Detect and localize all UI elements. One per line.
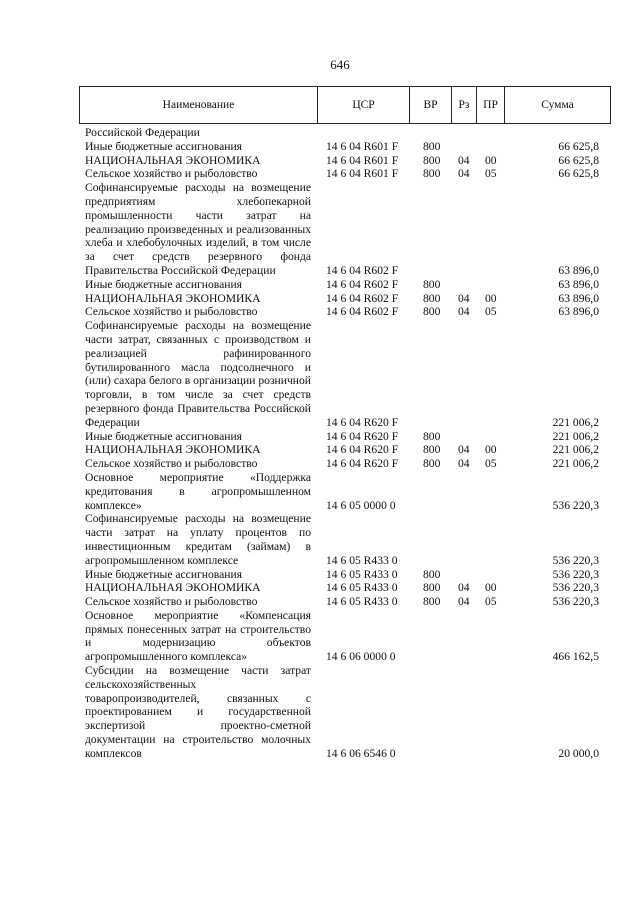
row-name: Сельское хозяйство и рыболовство	[85, 167, 258, 181]
row-vr: 800	[423, 291, 441, 305]
row-csr: 14 6 04 R601 F	[326, 139, 399, 153]
row-pr: 00	[485, 291, 497, 305]
row-csr: 14 6 06 6546 0	[326, 746, 396, 760]
row-pr: 05	[485, 457, 497, 471]
row-name: Иные бюджетные ассигнования	[85, 429, 242, 443]
header-name: Наименование	[80, 87, 318, 123]
row-name: Российской Федерации	[85, 126, 200, 139]
row-rz: 04	[458, 457, 470, 471]
row-name: Софинансируемые расходы на возмещение части затрат на уплату процентов по инвестиционным кредитам (займам) в агропромышленном комплексе	[85, 512, 311, 567]
row-csr: 14 6 04 R602 F	[326, 291, 399, 305]
row-pr: 05	[485, 167, 497, 181]
row-name: НАЦИОНАЛЬНАЯ ЭКОНОМИКА	[85, 291, 261, 305]
row-sum: 20 000,0	[558, 746, 599, 760]
row-pr: 00	[485, 443, 497, 457]
row-name: Сельское хозяйство и рыболовство	[85, 595, 258, 609]
row-sum: 536 220,3	[552, 553, 599, 567]
header-pr: ПР	[477, 87, 505, 123]
table-row	[85, 471, 605, 512]
table-row	[85, 140, 605, 154]
row-csr: 14 6 05 0000 0	[326, 498, 396, 512]
table-row	[85, 305, 605, 319]
row-vr: 800	[423, 429, 441, 443]
row-vr: 800	[423, 581, 441, 595]
row-name: НАЦИОНАЛЬНАЯ ЭКОНОМИКА	[85, 153, 261, 167]
row-csr: 14 6 04 R620 F	[326, 429, 399, 443]
row-pr: 00	[485, 153, 497, 167]
row-vr: 800	[423, 567, 441, 581]
row-sum: 66 625,8	[558, 167, 599, 181]
row-csr: 14 6 06 0000 0	[326, 650, 396, 664]
row-name: Иные бюджетные ассигнования	[85, 277, 242, 291]
row-csr: 14 6 05 R433 0	[326, 581, 398, 595]
row-sum: 63 896,0	[558, 277, 599, 291]
row-rz: 04	[458, 153, 470, 167]
row-name: Иные бюджетные ассигнования	[85, 567, 242, 581]
row-name: Сельское хозяйство и рыболовство	[85, 457, 258, 471]
table-row	[85, 430, 605, 444]
row-sum: 221 006,2	[552, 429, 599, 443]
table-header	[79, 86, 611, 124]
row-sum: 63 896,0	[558, 263, 599, 277]
row-sum: 536 220,3	[552, 581, 599, 595]
row-sum: 63 896,0	[558, 291, 599, 305]
table-row	[85, 167, 605, 181]
row-pr: 05	[485, 595, 497, 609]
row-vr: 800	[423, 457, 441, 471]
row-csr: 14 6 04 R602 F	[326, 277, 399, 291]
row-csr: 14 6 05 R433 0	[326, 595, 398, 609]
row-sum: 536 220,3	[552, 595, 599, 609]
row-name: Иные бюджетные ассигнования	[85, 139, 242, 153]
row-name: Софинансируемые расходы на возмещение части затрат, связанных с производством и реализацией рафинированного бутилированного масла подсолнечного и (или) сахара белого в организации розничной торговли, в том числе за счет средств резервного фонда Правительства Российской Федерации	[85, 319, 311, 429]
row-csr: 14 6 04 R601 F	[326, 167, 399, 181]
row-name: НАЦИОНАЛЬНАЯ ЭКОНОМИКА	[85, 581, 261, 595]
row-csr: 14 6 05 R433 0	[326, 567, 398, 581]
table-row	[85, 154, 605, 168]
row-csr: 14 6 04 R601 F	[326, 153, 399, 167]
row-name: Субсидии на возмещение части затрат сельскохозяйственных товаропроизводителей, связанных с проектированием и государственной экспертизой проектно-сметной документации на строительство молочных комплексов	[85, 664, 311, 760]
row-sum: 63 896,0	[558, 305, 599, 319]
row-vr: 800	[423, 595, 441, 609]
row-name: Основное мероприятие «Поддержка кредитования в агропромышленном комплексе»	[85, 470, 311, 512]
table-row	[85, 581, 605, 595]
row-csr: 14 6 05 R433 0	[326, 553, 398, 567]
header-rz: Рз	[452, 87, 477, 123]
page-number: 646	[330, 57, 350, 72]
row-csr: 14 6 04 R602 F	[326, 263, 399, 277]
table-row	[85, 568, 605, 582]
table-row	[85, 443, 605, 457]
row-name: НАЦИОНАЛЬНАЯ ЭКОНОМИКА	[85, 443, 261, 457]
row-sum: 536 220,3	[552, 567, 599, 581]
table-row	[85, 512, 605, 567]
table-row	[85, 181, 605, 278]
row-vr: 800	[423, 443, 441, 457]
row-sum: 221 006,2	[552, 457, 599, 471]
row-sum: 66 625,8	[558, 153, 599, 167]
row-sum: 66 625,8	[558, 139, 599, 153]
table-row	[85, 664, 605, 761]
row-pr: 05	[485, 305, 497, 319]
row-sum: 221 006,2	[552, 443, 599, 457]
row-rz: 04	[458, 305, 470, 319]
row-vr: 800	[423, 139, 441, 153]
table-body	[85, 126, 605, 761]
table-row	[85, 595, 605, 609]
row-rz: 04	[458, 167, 470, 181]
table-row	[85, 319, 605, 429]
row-csr: 14 6 04 R620 F	[326, 457, 399, 471]
table-row	[85, 278, 605, 292]
row-sum: 536 220,3	[552, 498, 599, 512]
table-row	[85, 292, 605, 306]
row-rz: 04	[458, 581, 470, 595]
header-sum: Сумма	[541, 99, 574, 111]
row-name: Сельское хозяйство и рыболовство	[85, 305, 258, 319]
row-sum: 466 162,5	[552, 650, 599, 664]
row-csr: 14 6 04 R620 F	[326, 443, 399, 457]
table-row	[85, 126, 605, 140]
table-row	[85, 457, 605, 471]
header-csr: ЦСР	[318, 87, 410, 123]
row-csr: 14 6 04 R602 F	[326, 305, 399, 319]
row-pr: 00	[485, 581, 497, 595]
row-csr: 14 6 04 R620 F	[326, 415, 399, 429]
row-rz: 04	[458, 291, 470, 305]
row-rz: 04	[458, 595, 470, 609]
row-vr: 800	[423, 277, 441, 291]
table-row	[85, 609, 605, 664]
row-sum: 221 006,2	[552, 415, 599, 429]
row-vr: 800	[423, 153, 441, 167]
row-vr: 800	[423, 167, 441, 181]
row-name: Софинансируемые расходы на возмещение предприятиям хлебопекарной промышленности части затрат на реализацию произведенных и реализованных хлеба и хлебобулочных изделий, в том числе за счет средств резервного фонда Правительства Российской Федерации	[85, 181, 311, 277]
row-vr: 800	[423, 305, 441, 319]
header-vr: ВР	[410, 87, 452, 123]
row-rz: 04	[458, 443, 470, 457]
row-name: Основное мероприятие «Компенсация прямых понесенных затрат на строительство и модернизацию объектов агропромышленного комплекса»	[85, 608, 311, 664]
